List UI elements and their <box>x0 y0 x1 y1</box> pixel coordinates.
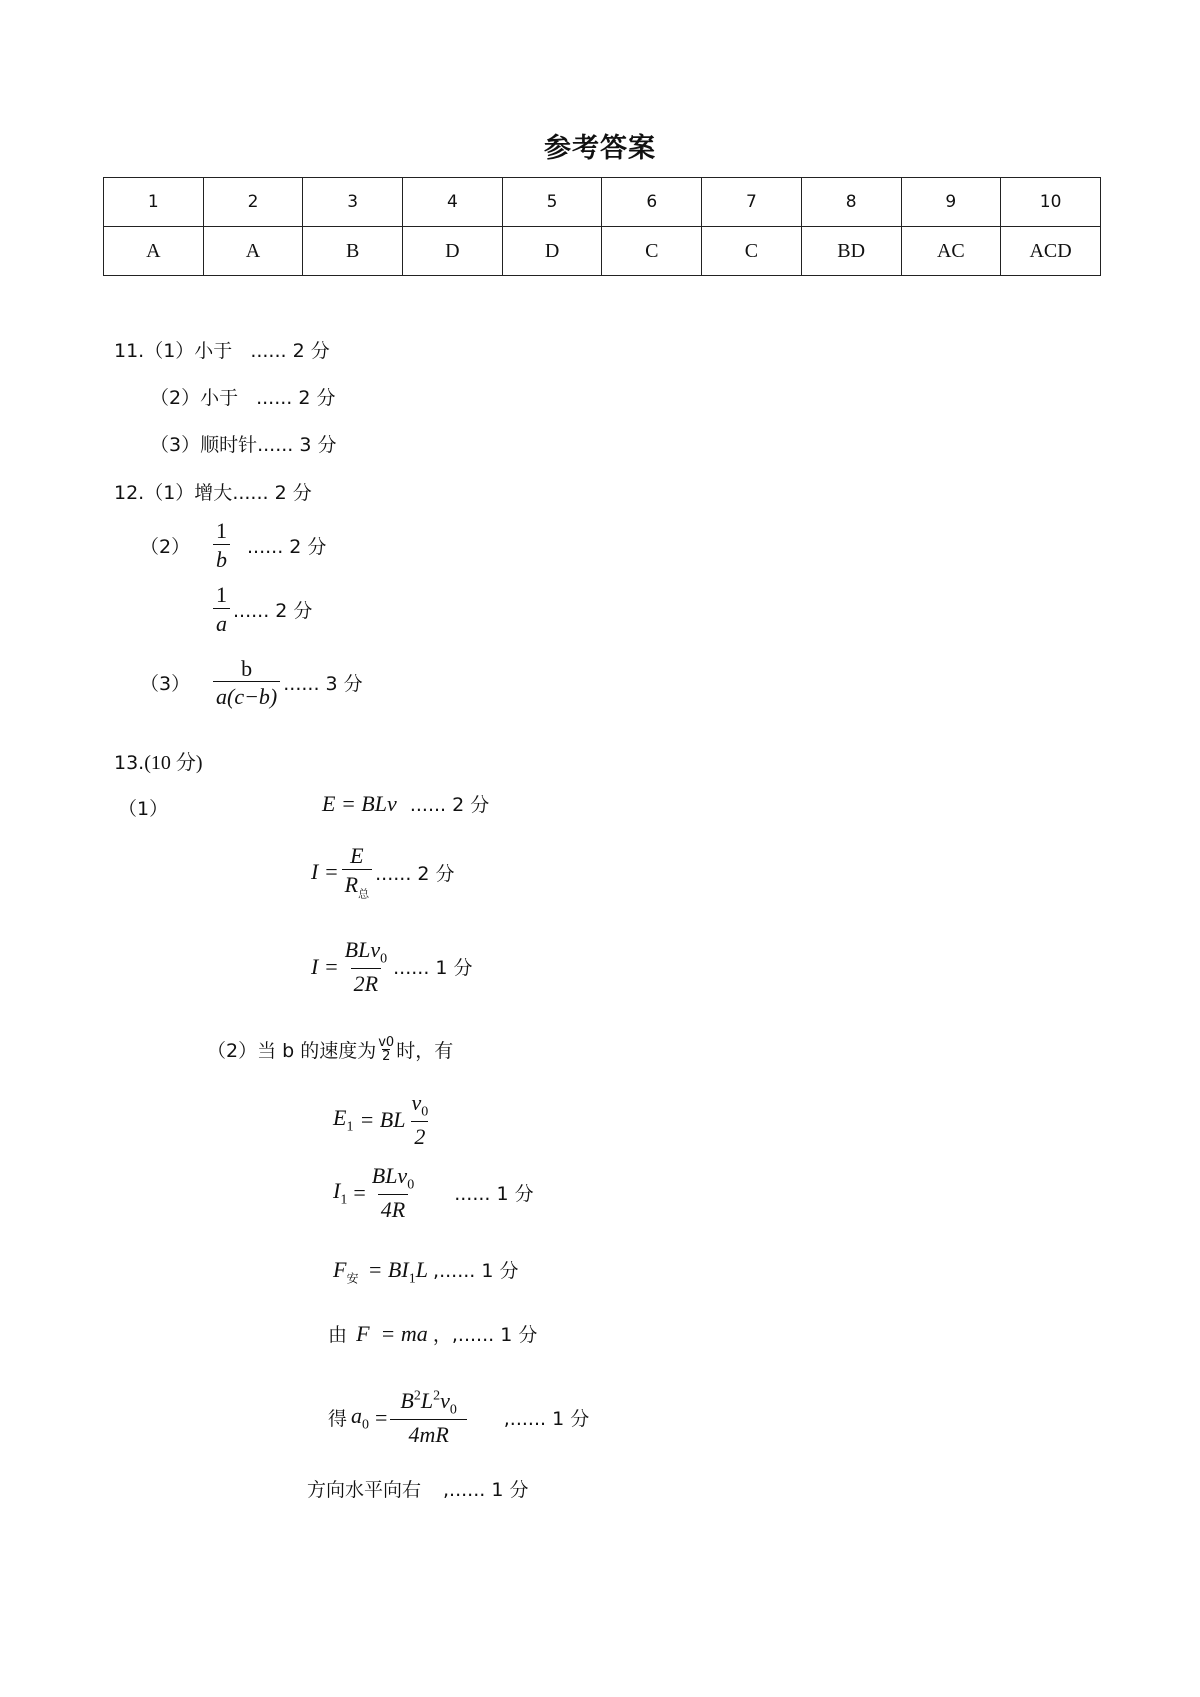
page-title: 参考答案 <box>544 133 656 164</box>
eq-rhs-tail: L <box>415 1257 428 1282</box>
numerator-v-sub: 0 <box>449 1402 457 1418</box>
q12-p1-score: ...... 2 分 <box>232 482 312 504</box>
fraction-numerator-subscript: 0 <box>421 1104 429 1120</box>
fraction-numerator <box>369 1163 417 1194</box>
table-cell: 2 <box>203 178 303 227</box>
q12-part3-row <box>140 656 363 710</box>
table-cell: 3 <box>303 178 403 227</box>
fraction-numerator-subscript: 0 <box>407 1177 415 1193</box>
q13-label: 13. <box>114 752 145 774</box>
fraction-denominator-base: R <box>344 872 359 898</box>
q13-eq7-row <box>328 1320 537 1347</box>
q13-eq8-equals: = <box>375 1404 388 1430</box>
q13-points: (10 分) <box>144 752 203 774</box>
table-cell: D <box>502 227 602 276</box>
fraction-numerator-base: BLv <box>344 937 381 962</box>
fraction-numerator-base: v <box>411 1090 422 1115</box>
q12-part2b-row <box>210 582 312 637</box>
q13-eq3-lhs: I = <box>311 953 339 979</box>
q13-eq6-lhs <box>333 1257 359 1286</box>
q13-p2-intro <box>207 1036 453 1063</box>
q13-p2-intro-text-a: （2）当 b 的速度为 <box>207 1040 377 1062</box>
q11-p2-score: ...... 2 分 <box>256 387 336 409</box>
table-cell: BD <box>801 227 901 276</box>
q13-eq5-equals: = <box>353 1179 366 1205</box>
fraction-numerator: b <box>241 656 253 681</box>
q13-eq8-prefix: 得 <box>328 1408 348 1431</box>
eq-lhs-base: F <box>333 1257 347 1282</box>
q13-eq8-lhs <box>351 1403 369 1433</box>
q13-eq6-score: ,...... 1 分 <box>433 1260 519 1282</box>
q12-p3-score: ...... 3 分 <box>283 673 363 696</box>
q13-eq1-row <box>322 790 489 817</box>
q13-p1-label: （1） <box>118 798 169 820</box>
fraction-denominator: b <box>213 544 230 572</box>
q13-eq5-score: ...... 1 分 <box>454 1183 534 1206</box>
q12-p3-label: （3） <box>140 673 191 696</box>
table-cell: 6 <box>602 178 702 227</box>
q13-eq4-row <box>333 1090 434 1150</box>
fraction-denominator <box>342 869 372 901</box>
q11-p1-score: ...... 2 分 <box>250 340 330 362</box>
q11-p1-text: （1）小于 <box>144 340 233 362</box>
q11-label: 11. <box>114 340 145 362</box>
q13-eq6-row <box>333 1256 518 1287</box>
table-cell: C <box>602 227 702 276</box>
table-cell: 4 <box>403 178 503 227</box>
q12-p1-text: （1）增大 <box>144 482 233 504</box>
eq-lhs-base: a <box>351 1402 363 1428</box>
q13-eq7: F = ma <box>356 1321 428 1346</box>
fraction-denominator: 2 <box>411 1121 428 1149</box>
fraction-numerator: E <box>350 843 364 868</box>
q13-eq8-fraction <box>390 1388 466 1448</box>
fraction-numerator <box>408 1090 431 1121</box>
q13-eq4-lhs <box>333 1105 353 1135</box>
table-cell: 7 <box>702 178 802 227</box>
q12-label: 12. <box>114 482 145 504</box>
fraction-numerator-subscript: 0 <box>380 951 388 967</box>
q13-eq3-row <box>311 937 473 997</box>
q12-p2b-score: ...... 2 分 <box>233 599 313 622</box>
q11-part1 <box>114 336 330 363</box>
table-cell: AC <box>901 227 1001 276</box>
q13-eq8-row <box>328 1388 589 1448</box>
q13-eq1: E = BLv <box>322 791 397 816</box>
q11-p3-text: （3）顺时针 <box>150 434 258 456</box>
fraction-numerator: 1 <box>216 582 227 607</box>
fraction-numerator-base: BLv <box>371 1163 408 1188</box>
q11-part2 <box>150 383 336 410</box>
q13-eq4-mid: = BL <box>359 1106 406 1132</box>
q12-p2a-fraction <box>213 518 230 573</box>
q11-p2-text: （2）小于 <box>150 387 239 409</box>
q13-direction-score: ,...... 1 分 <box>443 1479 529 1501</box>
eq-rhs-base: = BI <box>367 1257 409 1282</box>
q13-eq5-row <box>333 1163 534 1223</box>
q13-eq6-rhs <box>367 1257 428 1287</box>
q12-p2b-fraction <box>213 582 230 637</box>
q12-part1 <box>114 478 312 505</box>
fraction-denominator: a <box>213 608 230 636</box>
q13-p2-intro-text-b: 时，有 <box>396 1040 454 1062</box>
numerator-l: L <box>420 1388 434 1413</box>
table-cell: A <box>203 227 303 276</box>
table-cell: 10 <box>1001 178 1101 227</box>
table-cell: 1 <box>104 178 204 227</box>
table-cell: 5 <box>502 178 602 227</box>
q12-part2-label-row <box>140 518 326 573</box>
q13-direction-row <box>307 1475 528 1502</box>
q13-eq8-score: ,...... 1 分 <box>503 1408 590 1431</box>
eq-rhs-subscript: 1 <box>408 1271 416 1287</box>
fraction-denominator: a(c−b) <box>213 681 280 709</box>
numerator-b: B <box>400 1388 414 1413</box>
q13-eq3-fraction <box>342 937 390 997</box>
table-cell: A <box>104 227 204 276</box>
q13-eq5-fraction <box>369 1163 417 1223</box>
eq-lhs-subscript: 1 <box>340 1192 348 1208</box>
eq-lhs-subscript: 安 <box>346 1271 359 1286</box>
q13-eq2-lhs: I = <box>311 859 339 885</box>
answer-table-answers-row <box>104 227 1101 276</box>
fraction-denominator-subscript: 总 <box>358 887 370 901</box>
fraction-numerator <box>397 1388 459 1419</box>
table-cell: B <box>303 227 403 276</box>
q12-p3-fraction <box>213 656 280 710</box>
numerator-v: v <box>440 1388 450 1413</box>
fraction-numerator: v0 <box>378 1035 395 1050</box>
q11-part3 <box>150 430 337 457</box>
q13-eq7-score: ，,...... 1 分 <box>432 1324 538 1346</box>
answer-table-numbers-row <box>104 178 1101 227</box>
q13-header <box>114 746 203 775</box>
numerator-l-sup: 2 <box>433 1388 441 1404</box>
fraction-denominator: 4R <box>378 1194 408 1222</box>
q13-p2-intro-fraction <box>378 1036 394 1063</box>
table-cell: C <box>702 227 802 276</box>
eq-lhs-base: I <box>333 1177 341 1203</box>
q13-eq2-fraction <box>342 843 372 901</box>
eq-lhs-subscript: 1 <box>346 1119 354 1135</box>
q13-direction: 方向水平向右 <box>307 1479 422 1501</box>
table-cell: 9 <box>901 178 1001 227</box>
table-cell: D <box>403 227 503 276</box>
eq-lhs-subscript: 0 <box>362 1417 370 1433</box>
q11-p3-score: ...... 3 分 <box>257 434 337 456</box>
fraction-denominator: 2 <box>382 1049 391 1064</box>
q12-p2-label: （2） <box>140 535 191 558</box>
fraction-numerator: 1 <box>216 518 227 543</box>
fraction-numerator <box>342 937 390 968</box>
table-cell: ACD <box>1001 227 1101 276</box>
eq-lhs-base: E <box>333 1104 347 1130</box>
fraction-denominator: 4mR <box>390 1419 466 1447</box>
table-cell: 8 <box>801 178 901 227</box>
q13-eq2-score: ...... 2 分 <box>375 862 455 885</box>
q13-eq2-row <box>311 843 455 901</box>
answer-table <box>103 177 1101 276</box>
q12-p2a-score: ...... 2 分 <box>247 535 327 558</box>
q13-eq4-fraction <box>408 1090 431 1150</box>
q13-eq7-prefix: 由 <box>328 1324 348 1346</box>
q13-eq1-score: ...... 2 分 <box>409 794 490 816</box>
q13-eq3-score: ...... 1 分 <box>393 957 473 980</box>
fraction-denominator: 2R <box>351 968 381 996</box>
numerator-b-sup: 2 <box>413 1388 421 1404</box>
q13-eq5-lhs <box>333 1178 347 1208</box>
